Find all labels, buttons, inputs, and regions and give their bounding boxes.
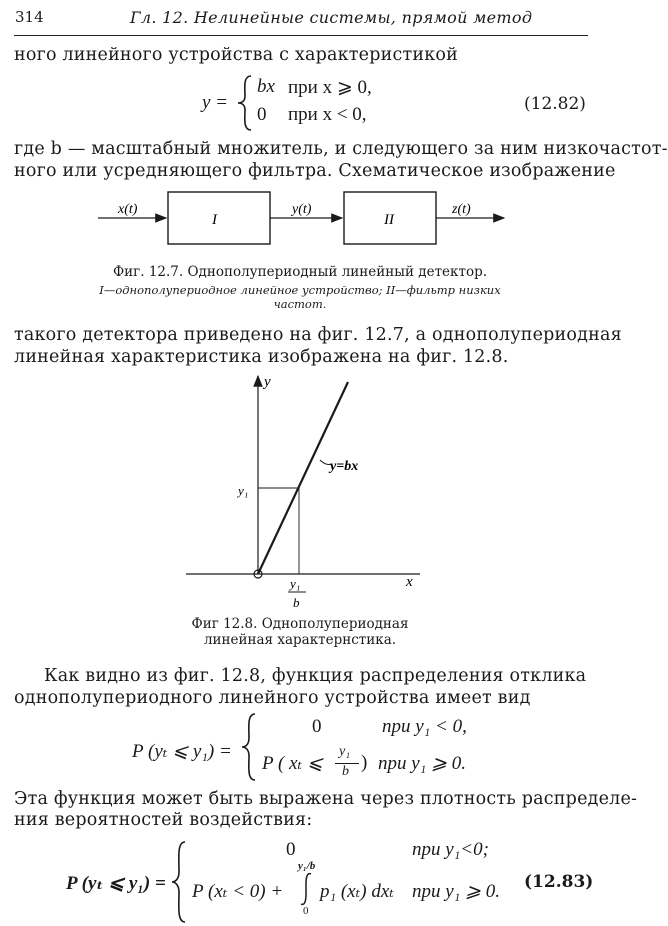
eq-12-82-case1-cond: при x ⩾ 0,	[288, 77, 372, 98]
eq-12-83-case2-cond: при y₁ ⩾ 0.	[412, 881, 500, 902]
fig-12-8-caption-line-1: Фиг 12.8. Однополупериодная	[191, 616, 409, 632]
eq-12-83-lhs: P (yₜ ⩽ y₁) =	[66, 873, 166, 894]
paragraph-4-line-1: Как видно из фиг. 12.8, функция распределения отклика	[44, 666, 587, 686]
eq-12-82-brace	[236, 74, 256, 132]
header-rule	[14, 35, 588, 36]
fig-12-7-block-1-label: I	[212, 212, 217, 228]
fig-12-7-caption-line-1: I—однополупериодное линейное устройство; II—фильтр низких	[99, 283, 501, 297]
eq-dist-frac-den: b	[342, 764, 349, 779]
integral-sign-icon	[300, 872, 314, 906]
fig-12-8-line-bx	[258, 382, 348, 574]
eq-dist-case2-expr: P ( xₜ ⩽	[262, 753, 323, 774]
fig-12-7-mid-label: y(t)	[292, 202, 312, 217]
paragraph-2-line-2: ного или усредняющего фильтра. Схематическое изображение	[14, 161, 616, 181]
eq-dist-case1-cond: при y₁ < 0,	[382, 716, 467, 737]
paragraph-3-line-1: такого детектора приведено на фиг. 12.7, а однополупериодная	[14, 325, 622, 345]
eq-12-83-integrand: p₁ (xₜ) dxₜ	[320, 881, 394, 902]
fig-12-8-y1-label: y₁	[238, 483, 249, 498]
paragraph-1-line-1: ного линейного устройства с характеристикой	[14, 45, 458, 65]
fig-12-7-caption-line-2: частот.	[273, 297, 327, 311]
fig-12-8-x-tick-den: b	[293, 595, 300, 610]
eq-12-82-number: (12.82)	[524, 94, 586, 114]
fig-12-8-x-tick-num: y₁	[290, 576, 301, 591]
eq-12-83-case1-expr: 0	[286, 839, 296, 860]
eq-12-82-case2-cond: при x < 0,	[288, 104, 367, 125]
paragraph-2-line-1: где b — масштабный множитель, и следующего за ним низкочастот-	[14, 139, 668, 159]
paragraph-3-line-2: линейная характеристика изображена на фиг. 12.8.	[14, 347, 509, 367]
paragraph-5-line-2: ния вероятностей воздействия:	[14, 810, 313, 830]
page-number: 314	[15, 8, 44, 26]
eq-12-83-brace	[170, 840, 190, 924]
eq-12-83-int-upper: y₁/b	[298, 860, 316, 872]
running-title: Гл. 12. Нелинейные системы, прямой метод	[130, 8, 533, 27]
fig-12-8-x-axis-label: x	[406, 574, 413, 590]
fig-12-7-diagram	[0, 188, 600, 258]
eq-12-82-case2-expr: 0	[257, 104, 267, 125]
fig-12-7-input-label: x(t)	[118, 202, 138, 217]
eq-dist-case2-cond: при y₁ ⩾ 0.	[378, 753, 466, 774]
fig-12-7-block-1	[168, 192, 270, 244]
eq-12-83-int-lower: 0	[303, 905, 309, 917]
eq-dist-lhs: P (yₜ ⩽ y₁) =	[132, 741, 232, 762]
eq-dist-brace	[240, 712, 260, 782]
fig-12-7-output-label: z(t)	[452, 202, 471, 217]
eq-12-83-number: (12.83)	[524, 872, 594, 892]
eq-dist-close-paren: )	[361, 752, 368, 773]
fig-12-8-graph	[170, 370, 430, 620]
fig-12-7-caption-title: Фиг. 12.7. Однополупериодный линейный детектор.	[112, 264, 488, 280]
eq-12-83-case2-pre: P (xₜ < 0) +	[192, 881, 284, 902]
fig-12-8-y-axis-label: y	[264, 374, 271, 390]
fig-12-7-block-2-label: II	[384, 212, 394, 228]
eq-12-82-case1-expr: bx	[257, 76, 275, 97]
eq-12-83-case1-cond: при y₁<0;	[412, 839, 489, 860]
fig-12-8-line-label: y=bx	[330, 459, 359, 474]
fig-12-8-caption-line-2: линейная характернстика.	[203, 632, 397, 648]
paragraph-4-line-2: однополупериодного линейного устройства имеет вид	[14, 688, 531, 708]
paragraph-5-line-1: Эта функция может быть выражена через плотность распределе-	[14, 789, 638, 809]
eq-12-82-lhs: y =	[202, 92, 229, 113]
eq-dist-frac-num: y₁	[339, 744, 351, 759]
eq-dist-case1-expr: 0	[312, 716, 322, 737]
